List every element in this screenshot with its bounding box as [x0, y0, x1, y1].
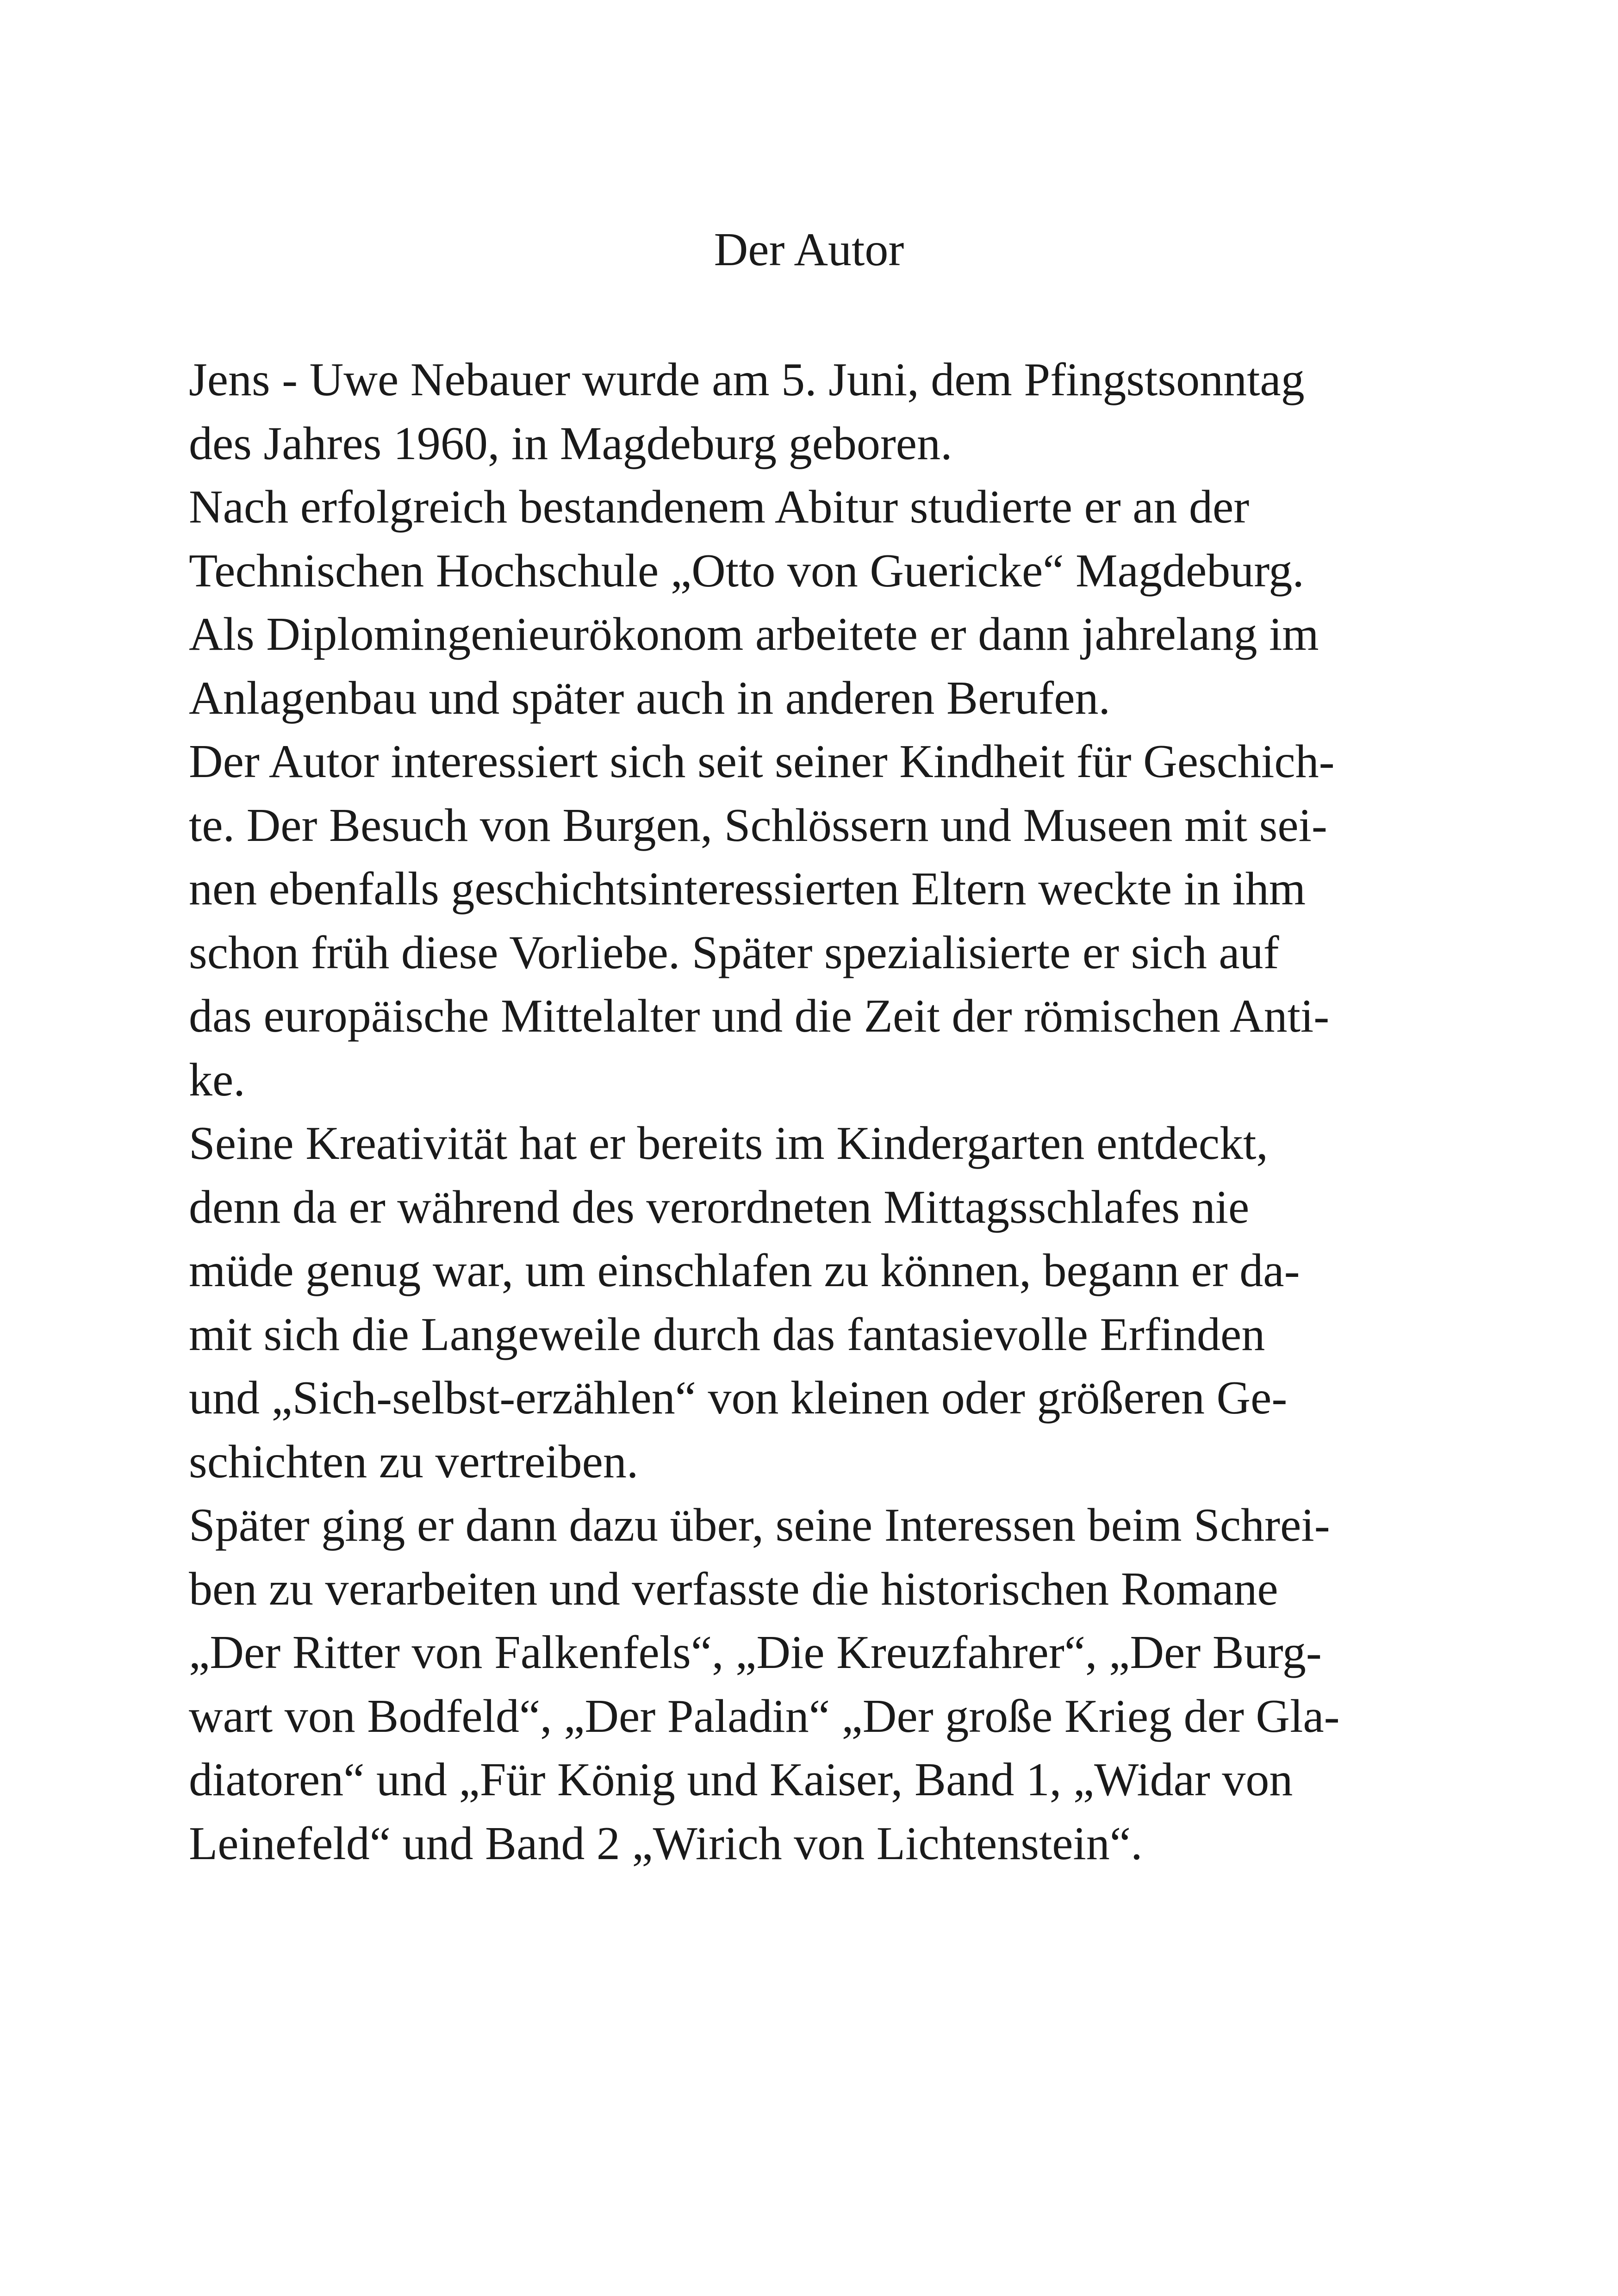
text-line-13: Seine Kreativität hat er bereits im Kindergarten entdeckt, [189, 1117, 1268, 1170]
page-title: Der Autor [714, 224, 904, 276]
text-line-10: schon früh diese Vorliebe. Später spezialisierte er sich auf [189, 926, 1279, 979]
text-line-3: Nach erfolgreich bestandenem Abitur studierte er an der [189, 481, 1250, 533]
text-line-17: und „Sich-selbst-erzählen“ von kleinen oder größeren Ge- [189, 1372, 1288, 1424]
text-line-16: mit sich die Langeweile durch das fantasievolle Erfinden [189, 1308, 1265, 1361]
text-line-18: schichten zu vertreiben. [189, 1435, 639, 1488]
text-line-8: te. Der Besuch von Burgen, Schlössern und Museen mit sei- [189, 799, 1327, 852]
text-line-24: Leinefeld“ und Band 2 „Wirich von Lichtenstein“. [189, 1817, 1143, 1870]
text-line-12: ke. [189, 1053, 245, 1106]
text-line-6: Anlagenbau und später auch in anderen Berufen. [189, 672, 1111, 724]
text-line-4: Technischen Hochschule „Otto von Guericke“ Magdeburg. [189, 544, 1304, 597]
text-line-2: des Jahres 1960, in Magdeburg geboren. [189, 417, 952, 470]
text-line-22: wart von Bodfeld“, „Der Paladin“ „Der große Krieg der Gla- [189, 1690, 1340, 1742]
text-line-19: Später ging er dann dazu über, seine Interessen beim Schrei- [189, 1499, 1330, 1551]
text-line-11: das europäische Mittelalter und die Zeit der römischen Anti- [189, 990, 1330, 1042]
text-line-20: ben zu verarbeiten und verfasste die historischen Romane [189, 1562, 1278, 1615]
text-line-1: Jens - Uwe Nebauer wurde am 5. Juni, dem Pfingstsonntag [189, 354, 1305, 406]
text-line-21: „Der Ritter von Falkenfels“, „Die Kreuzfahrer“, „Der Burg- [189, 1626, 1322, 1679]
text-line-14: denn da er während des verordneten Mittagsschlafes nie [189, 1181, 1250, 1233]
text-line-23: diatoren“ und „Für König und Kaiser, Band 1, „Widar von [189, 1754, 1293, 1806]
author-biography [189, 348, 1438, 1875]
text-line-9: nen ebenfalls geschichtsinteressierten Eltern weckte in ihm [189, 863, 1306, 915]
text-line-5: Als Diplomingenieurökonom arbeitete er dann jahrelang im [189, 608, 1319, 660]
text-line-7: Der Autor interessiert sich seit seiner Kindheit für Geschich- [189, 735, 1335, 788]
text-line-15: müde genug war, um einschlafen zu können, begann er da- [189, 1244, 1300, 1297]
